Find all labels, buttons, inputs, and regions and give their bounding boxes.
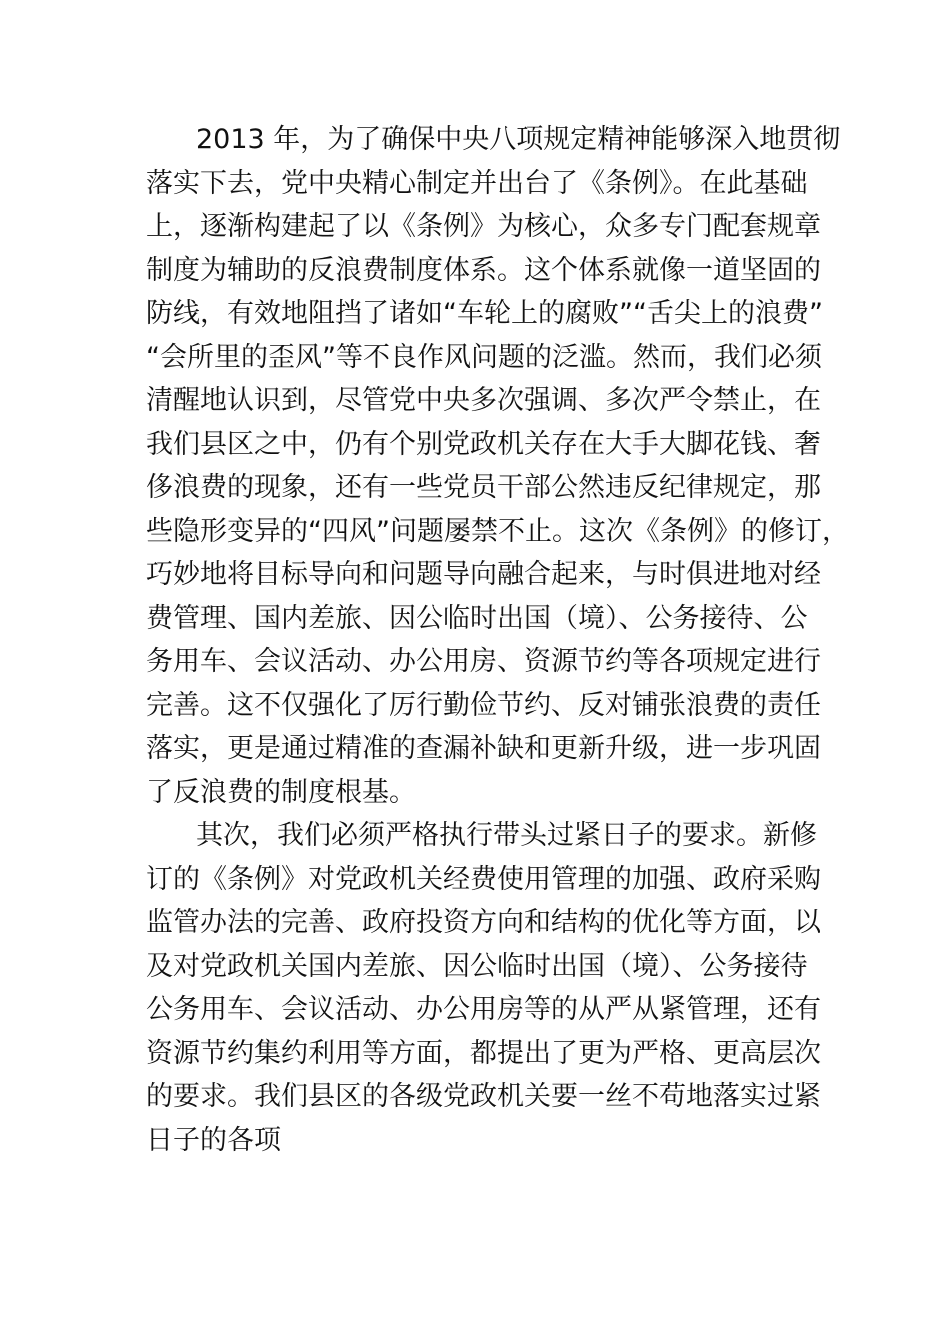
text-line: 些隐形变异的“四风”问题屡禁不止。这次《条例》的修订， — [146, 515, 849, 547]
text-line: 2013 年，为了确保中央八项规定精神能够深入地贯彻 — [196, 124, 841, 155]
text-line: 费管理、国内差旅、因公临时出国（境）、公务接待、公 — [146, 602, 808, 634]
text-line: 清醒地认识到，尽管党中央多次强调、多次严令禁止，在 — [146, 385, 821, 416]
text-line: 我们县区之中，仍有个别党政机关存在大手大脚花钱、奢 — [146, 428, 821, 460]
text-line: 落实，更是通过精准的查漏补缺和更新升级，进一步巩固 — [146, 733, 821, 764]
text-line: 完善。这不仅强化了厉行勤俭节约、反对铺张浪费的责任 — [146, 689, 821, 721]
text-line: 日子的各项 — [146, 1124, 281, 1156]
text-line: 防线，有效地阻挡了诸如“车轮上的腐败”“舌尖上的浪费” — [146, 298, 823, 329]
text-line: 务用车、会议活动、办公用房、资源节约等各项规定进行 — [146, 646, 821, 677]
text-line: 资源节约集约利用等方面，都提出了更为严格、更高层次 — [146, 1037, 821, 1069]
text-line: 上，逐渐构建起了以《条例》为核心，众多专门配套规章 — [146, 211, 821, 242]
text-line: 制度为辅助的反浪费制度体系。这个体系就像一道坚固的 — [146, 254, 821, 286]
text-line: 落实下去，党中央精心制定并出台了《条例》。在此基础 — [146, 167, 808, 199]
text-line: “会所里的歪风”等不良作风问题的泛滥。然而，我们必须 — [146, 341, 822, 373]
text-line: 订的《条例》对党政机关经费使用管理的加强、政府采购 — [146, 863, 821, 895]
body-text — [146, 118, 849, 1162]
text-line: 其次，我们必须严格执行带头过紧日子的要求。新修 — [196, 820, 817, 851]
text-line: 公务用车、会议活动、办公用房等的从严从紧管理，还有 — [146, 994, 821, 1025]
text-line: 了反浪费的制度根基。 — [146, 776, 416, 808]
text-line: 侈浪费的现象，还有一些党员干部公然违反纪律规定，那 — [146, 472, 821, 503]
text-line: 及对党政机关国内差旅、因公临时出国（境）、公务接待 — [146, 950, 808, 982]
text-line: 的要求。我们县区的各级党政机关要一丝不苟地落实过紧 — [146, 1081, 821, 1112]
text-line: 巧妙地将目标导向和问题导向融合起来，与时俱进地对经 — [146, 559, 821, 590]
text-line: 监管办法的完善、政府投资方向和结构的优化等方面，以 — [146, 907, 821, 938]
